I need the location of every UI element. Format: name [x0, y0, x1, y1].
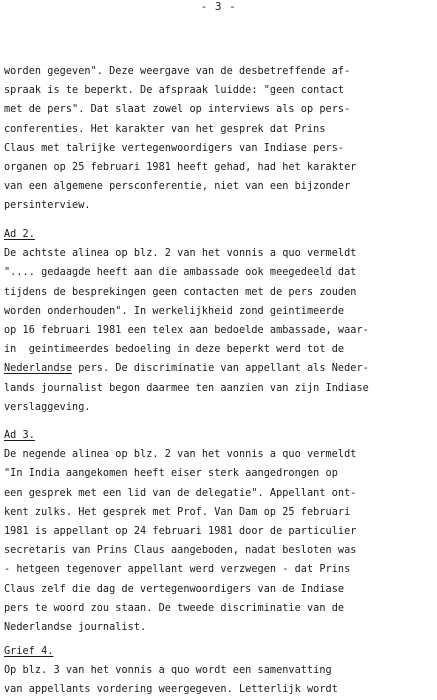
section-heading: Grief 4. — [4, 646, 54, 657]
section-ad-2 — [4, 225, 434, 417]
text-line: verslaggeving. — [4, 401, 91, 413]
text-line: Claus zelf die dag de vertegenwoordigers van de Indiase — [4, 583, 345, 595]
text-line: in geintimeerdes bedoeling in deze beperkt werd tot de — [4, 344, 345, 356]
section-heading: Ad 3. — [4, 430, 35, 441]
paragraph-continuation — [4, 62, 434, 216]
text-line: persinterview. — [4, 200, 91, 212]
text-line: conferenties. Het karakter van het gesprek dat Prins — [4, 123, 326, 135]
text-line: tijdens de besprekingen geen contacten met de pers zouden — [4, 286, 357, 298]
section-ad-3 — [4, 426, 434, 637]
text-line: op 16 februari 1981 een telex aan bedoelde ambassade, waar- — [4, 324, 369, 336]
text-line: ".... gedaagde heeft aan die ambassade ook meegedeeld dat — [4, 267, 357, 279]
text-line: worden onderhouden". In werkelijkheid zond geintimeerde — [4, 305, 345, 317]
text-line: kent zulks. Het gesprek met Prof. Van Dam op 25 februari — [4, 506, 351, 518]
text-line: pers te woord zou staan. De tweede discriminatie van de — [4, 602, 345, 614]
section-grief-4 — [4, 642, 434, 700]
text-line: 1981 is appellant op 24 februari 1981 door de particulier — [4, 525, 357, 537]
text-line: met de pers". Dat slaat zowel op interviews als op pers- — [4, 104, 351, 116]
text-line: De negende alinea op blz. 2 van het vonnis a quo vermeldt — [4, 449, 357, 461]
text-line: lands journalist begon daarmee ten aanzien van zijn Indiase — [4, 382, 369, 394]
text-line: Claus met talrijke vertegenwoordigers van Indiase pers- — [4, 142, 345, 154]
text-line-with-underline — [4, 359, 434, 378]
underlined-word: Nederlandse — [4, 363, 73, 375]
text-line: van een algemene persconferentie, niet van een bijzonder — [4, 181, 351, 193]
text-line: "In India aangekomen heeft eiser sterk aangedrongen op — [4, 468, 338, 480]
text-line: spraak is te beperkt. De afspraak luidde: "geen contact — [4, 85, 345, 97]
page-number: - 3 - — [200, 0, 237, 13]
text-line: van appellants vordering weergegeven. Letterlijk wordt — [4, 684, 338, 696]
text-line: Nederlandse journalist. — [4, 621, 147, 633]
text-line: worden gegeven". Deze weergave van de desbetreffende af- — [4, 66, 351, 77]
text-line: - hetgeen tegenover appellant werd verzwegen - dat Prins — [4, 564, 351, 576]
text-line: een gesprek met een lid van de delegatie". Appellant ont- — [4, 487, 357, 499]
text-fragment: pers. De discriminatie van appellant als Neder- — [72, 363, 369, 375]
section-heading: Ad 2. — [4, 229, 35, 240]
text-line: De achtste alinea op blz. 2 van het vonnis a quo vermeldt — [4, 248, 357, 260]
text-line: secretaris van Prins Claus aangeboden, nadat besloten was — [4, 545, 357, 557]
text-line: organen op 25 februari 1981 heeft gehad, had het karakter — [4, 161, 357, 173]
text-line: Op blz. 3 van het vonnis a quo wordt een samenvatting — [4, 665, 332, 677]
